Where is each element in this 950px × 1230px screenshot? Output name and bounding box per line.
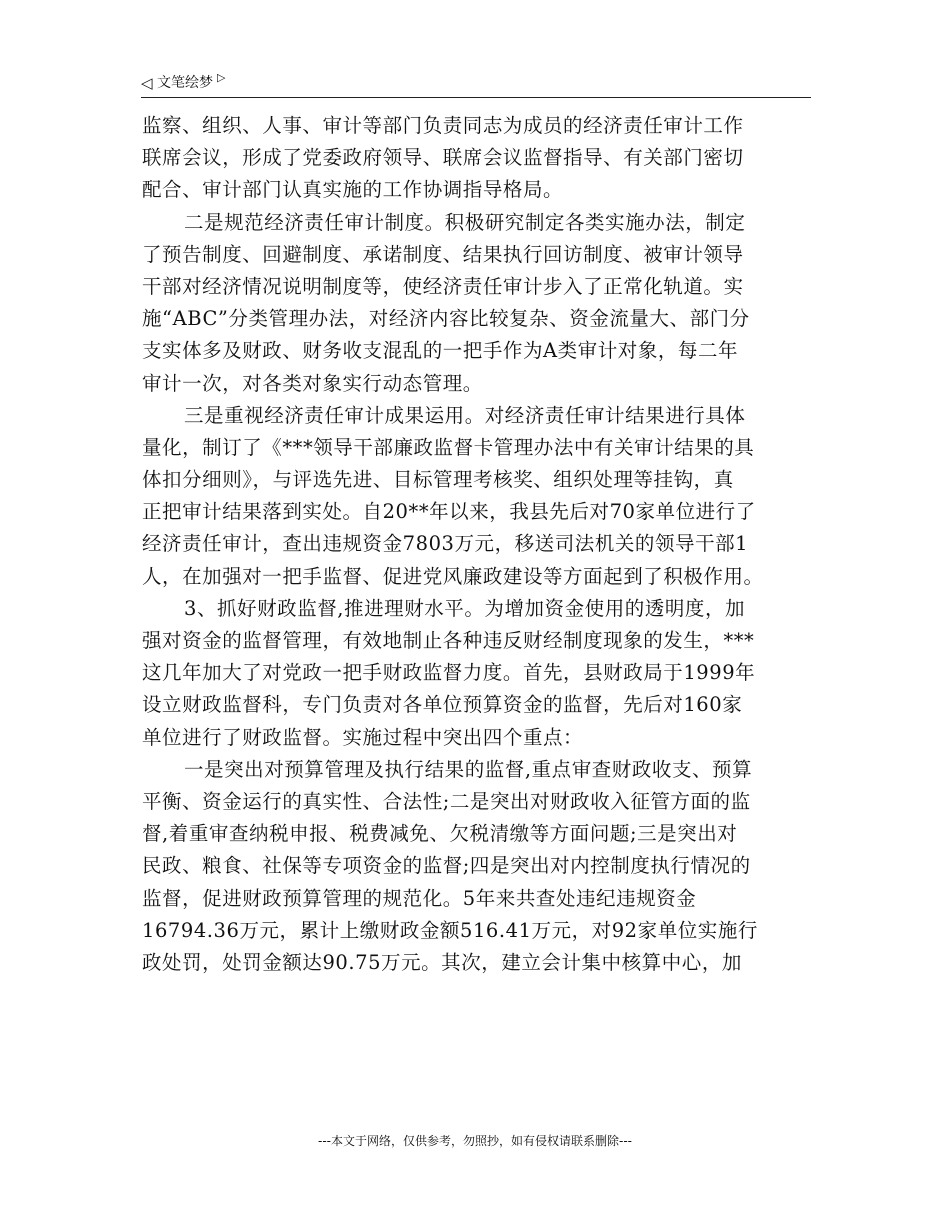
page-header — [141, 73, 811, 98]
text-line: 3、抓好财政监督,推进理财水平。为增加资金使用的透明度，加 — [184, 596, 746, 620]
text-line: 二是规范经济责任审计制度。积极研究制定各类实施办法，制定 — [184, 210, 746, 234]
text-line: 单位进行了财政监督。实施过程中突出四个重点： — [142, 725, 584, 749]
text-line: 强对资金的监督管理，有效地制止各种违反财经制度现象的发生，*** — [142, 629, 755, 652]
text-line: 联席会议，形成了党委政府领导、联席会议监督指导、有关部门密切 — [142, 146, 744, 170]
text-line: 量化，制订了《***领导干部廉政监督卡管理办法中有关审计结果的具 — [142, 435, 755, 459]
text-line: 了预告制度、回避制度、承诺制度、结果执行回访制度、被审计领导 — [142, 242, 744, 266]
page-footer: ---本文于网络，仅供参考，勿照抄，如有侵权请联系删除--- — [318, 1134, 632, 1148]
text-line: 审计一次，对各类对象实行动态管理。 — [142, 371, 483, 395]
text-line: 这几年加大了对党政一把手财政监督力度。首先，县财政局于1999年 — [142, 661, 756, 685]
text-line: 民政、粮食、社保等专项资金的监督;四是突出对内控制度执行情况的 — [142, 854, 751, 878]
text-line: 经济责任审计，查出违规资金7803万元，移送司法机关的领导干部1 — [142, 532, 749, 556]
text-line: 支实体多及财政、财务收支混乱的一把手作为A类审计对象，每二年 — [142, 339, 739, 363]
text-line: 配合、审计部门认真实施的工作协调指导格局。 — [142, 178, 564, 202]
text-line: 平衡、资金运行的真实性、合法性;二是突出对财政收入征管方面的监 — [142, 789, 751, 813]
text-line: 督,着重审查纳税申报、税费减免、欠税清缴等方面问题;三是突出对 — [142, 822, 738, 846]
text-line: 人，在加强对一把手监督、促进党风廉政建设等方面起到了积极作用。 — [142, 564, 764, 588]
text-line: 干部对经济情况说明制度等，使经济责任审计步入了正常化轨道。实 — [142, 274, 744, 298]
text-line: 正把审计结果落到实处。自20**年以来，我县先后对70家单位进行了 — [142, 500, 756, 524]
text-line: 设立财政监督科，专门负责对各单位预算资金的监督，先后对160家 — [142, 693, 743, 717]
text-line: 体扣分细则》，与评选先进、目标管理考核奖、组织处理等挂钩，真 — [142, 468, 734, 492]
text-line: 施“ABC”分类管理办法，对经济内容比较复杂、资金流量大、部门分 — [142, 307, 750, 331]
right-triangle-icon: ▷ — [217, 71, 226, 84]
text-line: 政处罚，处罚金额达90.75万元。其次，建立会计集中核算中心，加 — [142, 950, 742, 974]
text-line: 监察、组织、人事、审计等部门负责同志为成员的经济责任审计工作 — [142, 114, 744, 137]
header-title: 文笔绘梦 — [157, 75, 213, 91]
text-line: 16794.36万元，累计上缴财政金额516.41万元，对92家单位实施行 — [142, 918, 758, 942]
text-line: 监督，促进财政预算管理的规范化。5年来共查处违纪违规资金 — [142, 886, 697, 910]
text-line: 一是突出对预算管理及执行结果的监督,重点审查财政收支、预算 — [184, 757, 753, 781]
text-line: 三是重视经济责任审计成果运用。对经济责任审计结果进行具体 — [184, 403, 746, 427]
body-text — [142, 110, 812, 979]
left-triangle-icon: ◁ — [141, 74, 153, 92]
